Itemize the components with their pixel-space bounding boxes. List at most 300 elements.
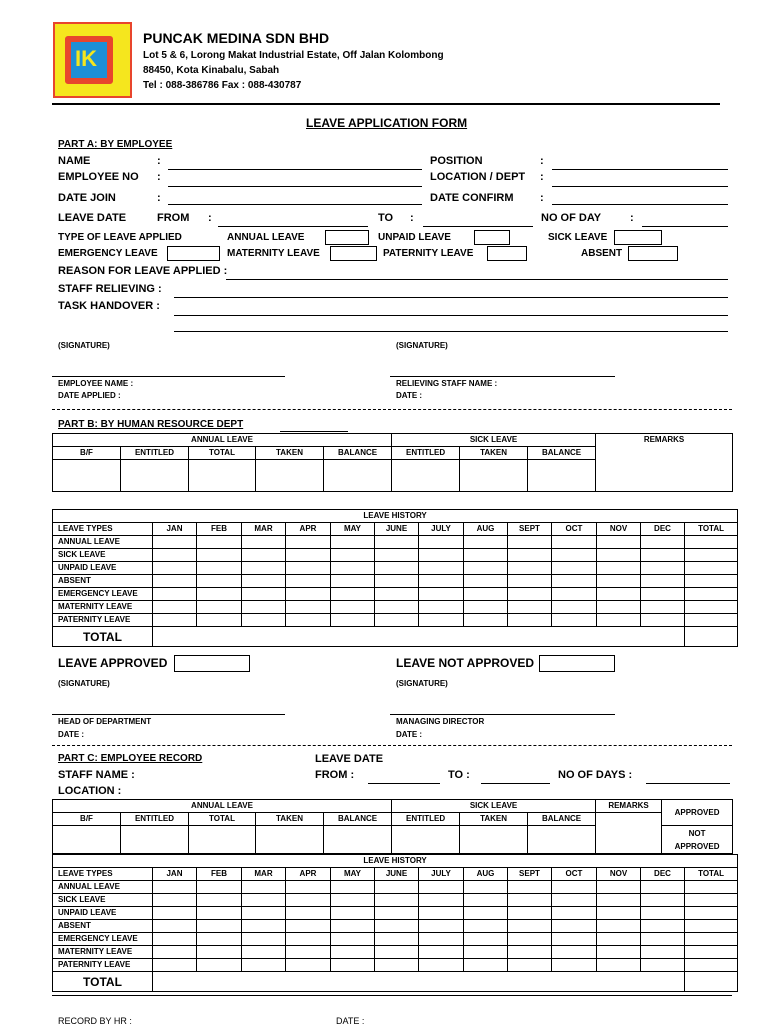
- cell[interactable]: [331, 562, 375, 575]
- relieving-signature-line[interactable]: [390, 376, 615, 377]
- col-bf: B/F: [53, 447, 121, 460]
- cell[interactable]: [597, 959, 641, 972]
- task-handover-field-1[interactable]: [174, 315, 728, 316]
- cell[interactable]: [189, 826, 256, 854]
- cell[interactable]: [242, 562, 286, 575]
- leave-history-table-b: [52, 509, 738, 647]
- cell[interactable]: [153, 920, 197, 933]
- unpaid-leave-checkbox[interactable]: [474, 230, 510, 245]
- cell[interactable]: [375, 907, 419, 920]
- balance-table-c: [52, 799, 733, 854]
- cell[interactable]: [286, 562, 331, 575]
- cell[interactable]: [153, 933, 197, 946]
- cell[interactable]: [460, 826, 528, 854]
- sick-leave-checkbox[interactable]: [614, 230, 662, 245]
- cell[interactable]: [153, 601, 197, 614]
- cell[interactable]: [508, 946, 552, 959]
- leave-type-label: ANNUAL LEAVE: [53, 881, 153, 894]
- cell[interactable]: [121, 826, 189, 854]
- table-row: [53, 536, 738, 549]
- cell[interactable]: [419, 536, 464, 549]
- absent-checkbox[interactable]: [628, 246, 678, 261]
- cell[interactable]: [121, 460, 189, 492]
- cell[interactable]: [197, 601, 242, 614]
- cell[interactable]: [286, 601, 331, 614]
- label-to: TO :: [448, 769, 470, 781]
- cell[interactable]: [197, 881, 242, 894]
- cell[interactable]: [641, 536, 685, 549]
- cell[interactable]: [597, 907, 641, 920]
- cell[interactable]: [552, 920, 597, 933]
- col-taken: TAKEN: [460, 447, 528, 460]
- label-hod-date: DATE :: [58, 730, 85, 739]
- reason-field[interactable]: [226, 279, 728, 280]
- cell[interactable]: [419, 601, 464, 614]
- task-handover-field-2[interactable]: [174, 331, 728, 332]
- from-field[interactable]: [218, 226, 368, 227]
- cell[interactable]: [685, 575, 738, 588]
- cell[interactable]: [508, 959, 552, 972]
- from-field-c[interactable]: [368, 783, 440, 784]
- cell[interactable]: [641, 549, 685, 562]
- cell[interactable]: [464, 894, 508, 907]
- cell[interactable]: [528, 826, 596, 854]
- cell[interactable]: [597, 562, 641, 575]
- cell[interactable]: [597, 536, 641, 549]
- label-staff-relieving: STAFF RELIEVING :: [58, 283, 162, 295]
- maternity-leave-checkbox[interactable]: [330, 246, 377, 261]
- label-record-by-hr: RECORD BY HR :: [58, 1016, 132, 1024]
- cell[interactable]: [641, 933, 685, 946]
- cell[interactable]: [286, 881, 331, 894]
- md-signature-label: (SIGNATURE): [396, 679, 448, 688]
- cell[interactable]: [242, 575, 286, 588]
- cell[interactable]: [685, 933, 738, 946]
- total-cell[interactable]: [153, 972, 685, 992]
- cell[interactable]: [508, 894, 552, 907]
- section-divider: [52, 745, 732, 746]
- no-of-day-field[interactable]: [642, 226, 728, 227]
- hod-signature-line[interactable]: [52, 714, 285, 715]
- cell[interactable]: [419, 881, 464, 894]
- cell[interactable]: [641, 959, 685, 972]
- cell[interactable]: [375, 933, 419, 946]
- cell[interactable]: [392, 826, 460, 854]
- cell[interactable]: [392, 460, 460, 492]
- cell[interactable]: [197, 894, 242, 907]
- cell[interactable]: [508, 907, 552, 920]
- cell[interactable]: [153, 614, 197, 627]
- company-logo: [53, 22, 132, 98]
- total-cell[interactable]: [153, 627, 685, 647]
- cell[interactable]: [552, 549, 597, 562]
- cell[interactable]: [375, 920, 419, 933]
- table-row: [53, 614, 738, 627]
- cell[interactable]: [552, 907, 597, 920]
- cell[interactable]: [197, 562, 242, 575]
- paternity-leave-checkbox[interactable]: [487, 246, 527, 261]
- leave-type-label: ANNUAL LEAVE: [53, 536, 153, 549]
- cell[interactable]: [286, 959, 331, 972]
- cell[interactable]: [685, 614, 738, 627]
- cell[interactable]: [464, 907, 508, 920]
- cell[interactable]: [242, 946, 286, 959]
- cell[interactable]: [324, 826, 392, 854]
- cell[interactable]: [641, 920, 685, 933]
- cell[interactable]: [242, 894, 286, 907]
- cell[interactable]: [552, 536, 597, 549]
- label-name: NAME: [58, 155, 91, 167]
- cell[interactable]: [641, 601, 685, 614]
- cell[interactable]: [597, 588, 641, 601]
- cell[interactable]: [597, 614, 641, 627]
- cell[interactable]: [375, 536, 419, 549]
- cell[interactable]: [286, 920, 331, 933]
- cell[interactable]: [153, 549, 197, 562]
- leave-type-label: UNPAID LEAVE: [53, 562, 153, 575]
- cell[interactable]: [419, 588, 464, 601]
- cell[interactable]: [552, 588, 597, 601]
- cell[interactable]: [242, 907, 286, 920]
- table-row: [53, 920, 738, 933]
- grand-total-cell[interactable]: [685, 627, 738, 647]
- cell[interactable]: [286, 614, 331, 627]
- md-signature-line[interactable]: [390, 714, 615, 715]
- label-date: DATE :: [396, 391, 423, 400]
- cell[interactable]: [464, 575, 508, 588]
- cell[interactable]: [552, 562, 597, 575]
- leave-approved-checkbox[interactable]: [174, 655, 250, 672]
- col-month: DEC: [641, 523, 685, 536]
- cell[interactable]: [685, 920, 738, 933]
- cell[interactable]: [685, 894, 738, 907]
- label-managing-director: MANAGING DIRECTOR: [396, 717, 485, 726]
- cell[interactable]: [331, 536, 375, 549]
- cell[interactable]: [597, 933, 641, 946]
- to-field[interactable]: [423, 226, 533, 227]
- label-maternity-leave: MATERNITY LEAVE: [227, 248, 320, 259]
- cell[interactable]: [552, 575, 597, 588]
- cell[interactable]: [641, 614, 685, 627]
- cell[interactable]: [685, 549, 738, 562]
- col-month: NOV: [597, 523, 641, 536]
- label-leave-date: LEAVE DATE: [58, 212, 127, 224]
- cell[interactable]: [464, 959, 508, 972]
- cell[interactable]: [464, 588, 508, 601]
- grand-total-cell[interactable]: [685, 972, 738, 992]
- cell[interactable]: [641, 562, 685, 575]
- cell[interactable]: [552, 946, 597, 959]
- cell[interactable]: [685, 881, 738, 894]
- label-relieving-staff-name: RELIEVING STAFF NAME :: [396, 379, 498, 388]
- cell[interactable]: [641, 575, 685, 588]
- cell[interactable]: [331, 614, 375, 627]
- cell[interactable]: [552, 959, 597, 972]
- colon: :: [208, 212, 212, 224]
- cell[interactable]: [242, 933, 286, 946]
- no-of-days-field[interactable]: [646, 783, 730, 784]
- cell[interactable]: [286, 575, 331, 588]
- cell[interactable]: [597, 601, 641, 614]
- cell[interactable]: [331, 549, 375, 562]
- col-month: MAY: [331, 523, 375, 536]
- cell[interactable]: [508, 536, 552, 549]
- cell[interactable]: [464, 946, 508, 959]
- company-name: PUNCAK MEDINA SDN BHD: [143, 30, 330, 46]
- cell[interactable]: [197, 920, 242, 933]
- date-join-field[interactable]: [168, 204, 422, 205]
- cell[interactable]: [597, 894, 641, 907]
- cell[interactable]: [153, 536, 197, 549]
- cell[interactable]: [197, 549, 242, 562]
- col-balance: BALANCE: [528, 447, 596, 460]
- cell[interactable]: [331, 601, 375, 614]
- company-address-1: Lot 5 & 6, Lorong Makat Industrial Estate, Off Jalan Kolombong: [143, 50, 444, 61]
- logo-text: IK: [75, 46, 97, 71]
- cell[interactable]: [508, 933, 552, 946]
- section-divider: [52, 409, 732, 410]
- cell[interactable]: [685, 946, 738, 959]
- cell[interactable]: [153, 562, 197, 575]
- cell[interactable]: [153, 946, 197, 959]
- col-month: AUG: [464, 868, 508, 881]
- leave-type-label: SICK LEAVE: [53, 549, 153, 562]
- cell[interactable]: [685, 562, 738, 575]
- cell[interactable]: [153, 894, 197, 907]
- cell[interactable]: [375, 946, 419, 959]
- cell[interactable]: [331, 575, 375, 588]
- header-not-approved: [662, 826, 733, 854]
- cell[interactable]: [552, 614, 597, 627]
- cell[interactable]: [375, 549, 419, 562]
- cell[interactable]: [286, 933, 331, 946]
- cell[interactable]: [375, 881, 419, 894]
- cell[interactable]: [153, 907, 197, 920]
- cell[interactable]: [197, 959, 242, 972]
- cell[interactable]: [197, 588, 242, 601]
- cell[interactable]: [331, 933, 375, 946]
- cell[interactable]: [641, 894, 685, 907]
- leave-type-label: UNPAID LEAVE: [53, 907, 153, 920]
- cell[interactable]: [552, 894, 597, 907]
- cell[interactable]: [419, 562, 464, 575]
- cell[interactable]: [685, 536, 738, 549]
- balance-table-b: [52, 433, 733, 492]
- leave-type-label: MATERNITY LEAVE: [53, 946, 153, 959]
- cell[interactable]: [197, 933, 242, 946]
- cell[interactable]: [508, 549, 552, 562]
- cell[interactable]: [197, 614, 242, 627]
- cell[interactable]: [641, 946, 685, 959]
- cell[interactable]: [464, 562, 508, 575]
- annual-leave-checkbox[interactable]: [325, 230, 369, 245]
- table-row: [53, 894, 738, 907]
- cell[interactable]: [419, 959, 464, 972]
- cell[interactable]: [375, 575, 419, 588]
- cell[interactable]: [242, 588, 286, 601]
- cell[interactable]: [153, 588, 197, 601]
- cell[interactable]: [508, 575, 552, 588]
- cell[interactable]: [597, 920, 641, 933]
- label-employee-no: EMPLOYEE NO: [58, 171, 139, 183]
- cell[interactable]: [286, 946, 331, 959]
- cell[interactable]: [464, 601, 508, 614]
- cell[interactable]: [508, 881, 552, 894]
- cell[interactable]: [375, 588, 419, 601]
- cell[interactable]: [197, 536, 242, 549]
- cell[interactable]: [153, 959, 197, 972]
- cell[interactable]: [242, 601, 286, 614]
- cell[interactable]: [331, 920, 375, 933]
- location-field[interactable]: [552, 186, 728, 187]
- cell[interactable]: [464, 920, 508, 933]
- cell[interactable]: [685, 959, 738, 972]
- cell[interactable]: [242, 614, 286, 627]
- to-field-c[interactable]: [481, 783, 550, 784]
- cell[interactable]: [242, 881, 286, 894]
- employee-no-field[interactable]: [168, 186, 422, 187]
- name-field[interactable]: [168, 169, 422, 170]
- cell[interactable]: [375, 959, 419, 972]
- col-balance: BALANCE: [324, 447, 392, 460]
- cell[interactable]: [508, 601, 552, 614]
- cell[interactable]: [464, 933, 508, 946]
- cell[interactable]: [153, 575, 197, 588]
- cell[interactable]: [419, 920, 464, 933]
- employee-signature-line[interactable]: [52, 376, 285, 377]
- cell[interactable]: [419, 894, 464, 907]
- cell[interactable]: [189, 460, 256, 492]
- emergency-leave-checkbox[interactable]: [167, 246, 220, 261]
- cell[interactable]: [53, 460, 121, 492]
- cell[interactable]: [53, 826, 121, 854]
- cell[interactable]: [597, 549, 641, 562]
- cell[interactable]: [460, 460, 528, 492]
- label-leave-not-approved: LEAVE NOT APPROVED: [396, 656, 535, 670]
- cell[interactable]: [256, 460, 324, 492]
- employee-signature-label: (SIGNATURE): [58, 341, 110, 350]
- cell[interactable]: [331, 907, 375, 920]
- header-remarks: REMARKS: [596, 434, 733, 492]
- cell[interactable]: [375, 601, 419, 614]
- cell[interactable]: [597, 946, 641, 959]
- cell[interactable]: [197, 575, 242, 588]
- cell[interactable]: [153, 881, 197, 894]
- cell[interactable]: [419, 549, 464, 562]
- total-label: TOTAL: [53, 627, 153, 647]
- leave-type-label: ABSENT: [53, 575, 153, 588]
- cell[interactable]: [331, 946, 375, 959]
- header-annual-leave: ANNUAL LEAVE: [53, 800, 392, 813]
- cell[interactable]: [464, 549, 508, 562]
- leave-not-approved-checkbox[interactable]: [539, 655, 615, 672]
- cell[interactable]: [331, 588, 375, 601]
- col-entitled: ENTITLED: [121, 813, 189, 826]
- cell[interactable]: [375, 614, 419, 627]
- cell[interactable]: [375, 894, 419, 907]
- label-head-of-department: HEAD OF DEPARTMENT: [58, 717, 152, 726]
- col-taken: TAKEN: [460, 813, 528, 826]
- label-record-date: DATE :: [336, 1016, 365, 1024]
- cell[interactable]: [508, 562, 552, 575]
- cell[interactable]: [331, 894, 375, 907]
- cell[interactable]: [286, 588, 331, 601]
- cell[interactable]: [286, 536, 331, 549]
- cell[interactable]: [197, 946, 242, 959]
- cell[interactable]: [552, 933, 597, 946]
- cell[interactable]: [508, 588, 552, 601]
- cell[interactable]: [419, 946, 464, 959]
- col-balance: BALANCE: [324, 813, 392, 826]
- cell[interactable]: [464, 614, 508, 627]
- cell[interactable]: [242, 959, 286, 972]
- cell[interactable]: [641, 881, 685, 894]
- remarks-cell[interactable]: [596, 813, 662, 854]
- cell[interactable]: [597, 575, 641, 588]
- cell[interactable]: [242, 549, 286, 562]
- cell[interactable]: [242, 920, 286, 933]
- position-field[interactable]: [552, 169, 728, 170]
- cell[interactable]: [641, 907, 685, 920]
- bottom-rule: [52, 995, 732, 996]
- cell[interactable]: [256, 826, 324, 854]
- cell[interactable]: [419, 614, 464, 627]
- cell[interactable]: [419, 933, 464, 946]
- cell[interactable]: [331, 959, 375, 972]
- cell[interactable]: [597, 881, 641, 894]
- leave-type-label: PATERNITY LEAVE: [53, 959, 153, 972]
- cell[interactable]: [331, 881, 375, 894]
- cell[interactable]: [286, 549, 331, 562]
- leave-type-label: PATERNITY LEAVE: [53, 614, 153, 627]
- header-sick-leave: SICK LEAVE: [392, 800, 596, 813]
- cell[interactable]: [464, 536, 508, 549]
- cell[interactable]: [508, 614, 552, 627]
- header-annual-leave: ANNUAL LEAVE: [53, 434, 392, 447]
- cell[interactable]: [197, 907, 242, 920]
- col-month: DEC: [641, 868, 685, 881]
- cell[interactable]: [242, 536, 286, 549]
- cell[interactable]: [324, 460, 392, 492]
- cell[interactable]: [641, 588, 685, 601]
- label-employee-name: EMPLOYEE NAME :: [58, 379, 134, 388]
- col-month: JULY: [419, 868, 464, 881]
- cell[interactable]: [419, 907, 464, 920]
- cell[interactable]: [419, 575, 464, 588]
- total-row: [53, 972, 738, 992]
- cell[interactable]: [552, 881, 597, 894]
- table-row: [53, 588, 738, 601]
- cell[interactable]: [464, 881, 508, 894]
- col-month: SEPT: [508, 868, 552, 881]
- cell[interactable]: [528, 460, 596, 492]
- cell[interactable]: [375, 562, 419, 575]
- staff-relieving-field[interactable]: [174, 297, 728, 298]
- history-title: LEAVE HISTORY: [53, 510, 738, 523]
- history-body-c: [53, 881, 738, 992]
- cell[interactable]: [508, 920, 552, 933]
- cell[interactable]: [286, 894, 331, 907]
- cell[interactable]: [685, 601, 738, 614]
- cell[interactable]: [685, 588, 738, 601]
- table-row: [53, 575, 738, 588]
- cell[interactable]: [552, 601, 597, 614]
- cell[interactable]: [286, 907, 331, 920]
- cell[interactable]: [685, 907, 738, 920]
- colon: :: [157, 155, 161, 167]
- label-md-date: DATE :: [396, 730, 423, 739]
- date-confirm-field[interactable]: [552, 204, 728, 205]
